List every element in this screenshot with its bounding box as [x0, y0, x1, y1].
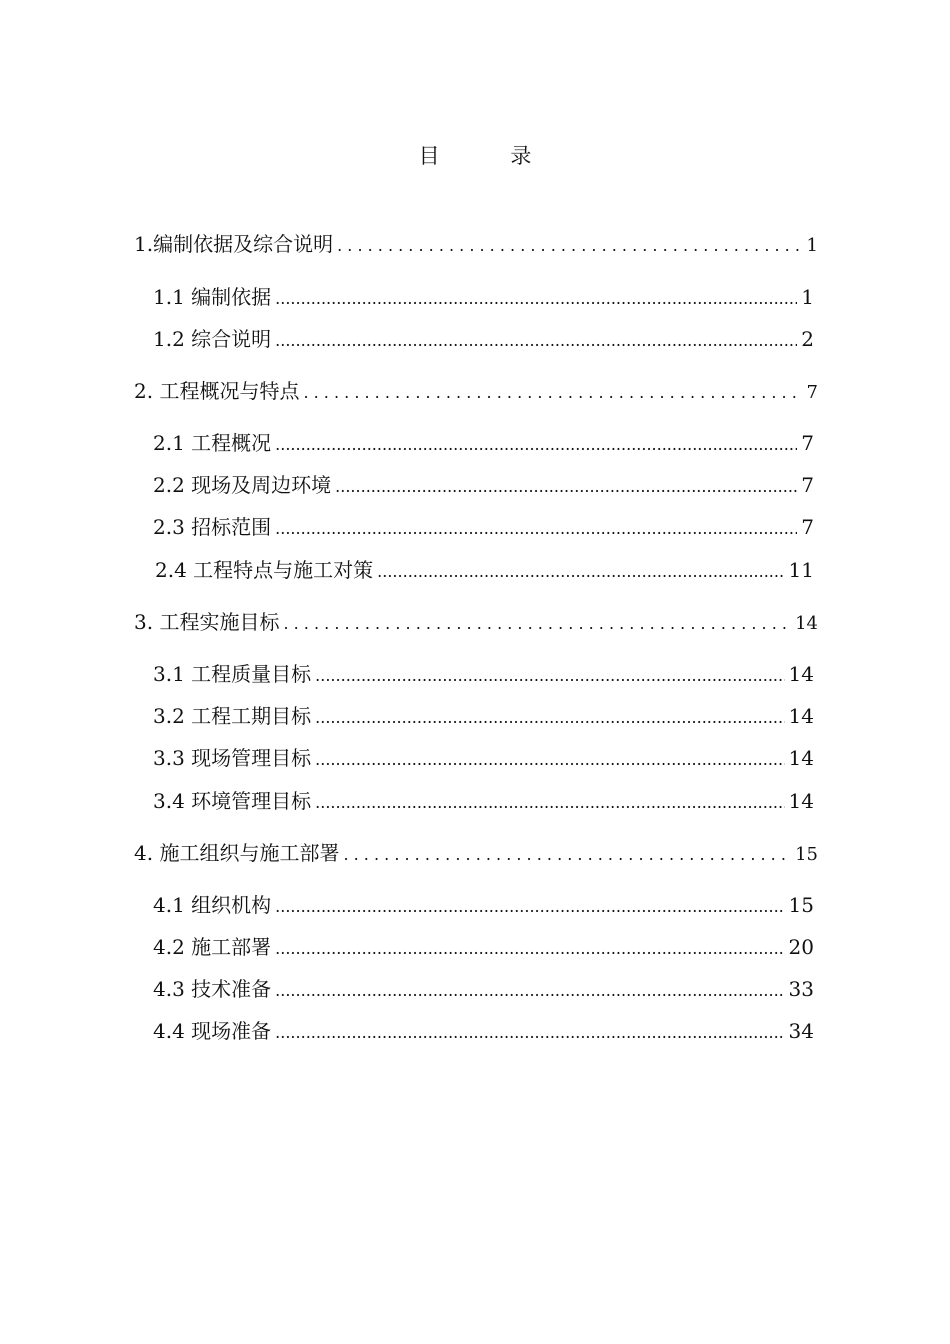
- toc-leader: [303, 379, 802, 403]
- toc-leader: [315, 746, 784, 770]
- toc-entry-text: 3.1 工程质量目标: [153, 662, 312, 686]
- toc-page-number: 15: [788, 893, 814, 917]
- toc-entry[interactable]: [153, 931, 814, 960]
- toc-leader: [377, 558, 784, 582]
- toc-page-number: 7: [801, 515, 814, 539]
- toc-leader: [275, 893, 784, 917]
- toc-leader: [315, 662, 784, 686]
- toc-entry[interactable]: [153, 469, 814, 498]
- toc-page-number: 1: [801, 285, 814, 309]
- toc-leader: [275, 515, 797, 539]
- toc-entry-text: 4.2 施工部署: [153, 935, 272, 959]
- toc-entry-text: 3.3 现场管理目标: [153, 746, 312, 770]
- toc-entry[interactable]: [153, 973, 814, 1002]
- toc-leader: [275, 935, 784, 959]
- toc-entry-text: 3.2 工程工期目标: [153, 704, 312, 728]
- toc-leader: [335, 473, 797, 497]
- toc-page-number: 14: [788, 746, 814, 770]
- toc-entry-text: 1.编制依据及综合说明: [134, 232, 334, 256]
- toc-entry-text: 4. 施工组织与施工部署: [134, 841, 340, 865]
- toc-entry[interactable]: [153, 281, 814, 310]
- toc-leader: [275, 431, 797, 455]
- toc-entry[interactable]: [153, 1015, 814, 1044]
- toc-page-number: 1: [806, 235, 818, 256]
- toc-entry[interactable]: [153, 323, 814, 352]
- toc-leader: [275, 977, 784, 1001]
- toc-entry[interactable]: [153, 785, 814, 814]
- toc-entry[interactable]: [155, 554, 814, 583]
- toc-entry[interactable]: [134, 606, 818, 635]
- toc-page-number: 14: [788, 704, 814, 728]
- toc-entry-text: 2.4 工程特点与施工对策: [155, 558, 374, 582]
- toc-entry-text: 3.4 环境管理目标: [153, 789, 312, 813]
- toc-entry-text: 1.1 编制依据: [153, 285, 272, 309]
- toc-entry-text: 1.2 综合说明: [153, 327, 272, 351]
- toc-leader: [337, 232, 802, 256]
- toc-entry-text: 4.3 技术准备: [153, 977, 272, 1001]
- toc-entry-text: 4.4 现场准备: [153, 1019, 272, 1043]
- toc-entry[interactable]: [153, 427, 814, 456]
- toc-entry[interactable]: [153, 511, 814, 540]
- toc-leader: [343, 841, 791, 865]
- toc-entry-text: 2. 工程概况与特点: [134, 379, 300, 403]
- toc-page-number: 15: [795, 844, 818, 865]
- toc-title: 目 录: [418, 144, 564, 168]
- toc-entry-text: 2.3 招标范围: [153, 515, 272, 539]
- toc-page-number: 14: [795, 613, 818, 634]
- toc-page-number: 33: [788, 977, 814, 1001]
- toc-leader: [283, 610, 791, 634]
- toc-entry-text: 4.1 组织机构: [153, 893, 272, 917]
- toc-entry[interactable]: [153, 700, 814, 729]
- toc-entry[interactable]: [134, 375, 818, 404]
- toc-entry-text: 2.2 现场及周边环境: [153, 473, 332, 497]
- toc-page-number: 34: [788, 1019, 814, 1043]
- toc-leader: [315, 704, 784, 728]
- toc-page-number: 7: [801, 473, 814, 497]
- toc-entry[interactable]: [153, 658, 814, 687]
- toc-leader: [275, 327, 797, 351]
- toc-page-number: 7: [806, 382, 818, 403]
- toc-entry[interactable]: [134, 837, 818, 866]
- toc-page-number: 20: [788, 935, 814, 959]
- toc-page-number: 11: [788, 558, 814, 582]
- toc-entry[interactable]: [153, 889, 814, 918]
- toc-leader: [275, 285, 797, 309]
- toc-leader: [315, 789, 784, 813]
- toc-page-number: 14: [788, 789, 814, 813]
- toc-entry-text: 2.1 工程概况: [153, 431, 272, 455]
- toc-page-number: 7: [801, 431, 814, 455]
- toc-entry-text: 3. 工程实施目标: [134, 610, 280, 634]
- toc-page-number: 14: [788, 662, 814, 686]
- toc-leader: [275, 1019, 784, 1043]
- toc-entry[interactable]: [134, 228, 818, 257]
- toc-entry[interactable]: [153, 742, 814, 771]
- toc-page-number: 2: [801, 327, 814, 351]
